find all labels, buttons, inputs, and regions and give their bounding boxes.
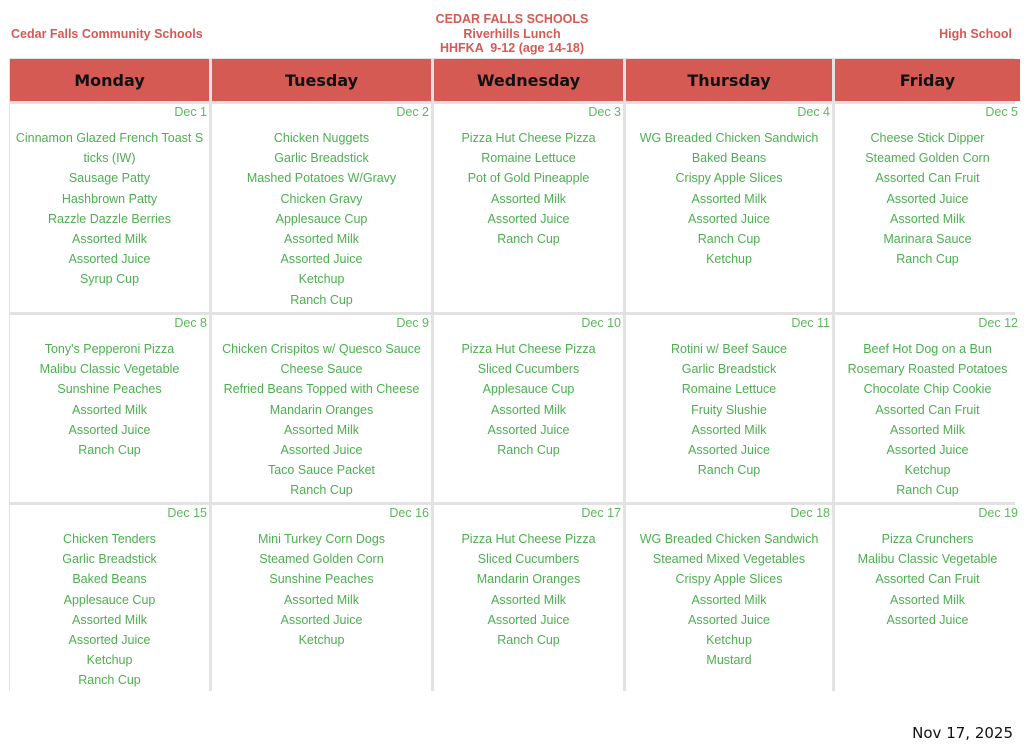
day-header-monday: Monday [10, 59, 209, 101]
menu-item: Assorted Can Fruit [875, 171, 980, 186]
menu-item: Syrup Cup [79, 272, 140, 287]
menu-item: Taco Sauce Packet [267, 463, 375, 478]
day-date: Dec 9 [396, 316, 429, 330]
district-name: Cedar Falls Community Schools [11, 27, 203, 41]
menu-item: Rosemary Roasted Potatoes [847, 362, 1008, 377]
day-header-wednesday: Wednesday [434, 59, 623, 101]
menu-item: Assorted Can Fruit [875, 572, 980, 587]
menu-item: Malibu Classic Vegetable [39, 362, 180, 377]
day-date: Dec 1 [174, 105, 207, 119]
menu-item: Assorted Juice [68, 633, 151, 648]
day-date: Dec 2 [396, 105, 429, 119]
day-date: Dec 10 [581, 316, 621, 330]
menu-item: Ranch Cup [697, 232, 761, 247]
menu-item: Assorted Milk [490, 402, 567, 417]
menu-item: Chocolate Chip Cookie [863, 382, 992, 397]
menu-item: Assorted Juice [68, 252, 151, 267]
menu-item: Marinara Sauce [883, 232, 972, 247]
day-date: Dec 12 [978, 316, 1018, 330]
menu-item: Assorted Milk [283, 422, 360, 437]
menu-item: Assorted Juice [688, 612, 770, 627]
menu-item: Chicken Nuggets [273, 131, 370, 145]
menu-item-list [835, 339, 1020, 501]
menu-item: Assorted Milk [71, 612, 148, 627]
menu-item: Ranch Cup [78, 443, 141, 458]
menu-item: Crispy Apple Slices [675, 572, 783, 587]
menu-item: Sliced Cucumbers [477, 362, 580, 377]
menu-item: Ranch Cup [78, 673, 141, 688]
menu-item: Pizza Crunchers [881, 532, 974, 546]
day-date: Dec 17 [581, 506, 621, 520]
menu-item: Malibu Classic Vegetable [857, 552, 998, 567]
menu-item: Ranch Cup [497, 633, 560, 648]
menu-item: Mandarin Oranges [476, 572, 581, 587]
menu-calendar-grid [9, 58, 1018, 691]
menu-item: Assorted Milk [691, 422, 767, 437]
menu-item: Beef Hot Dog on a Bun [863, 342, 992, 356]
menu-item: Assorted Juice [886, 191, 969, 206]
print-date: Nov 17, 2025 [912, 724, 1013, 742]
day-cell [212, 104, 431, 312]
menu-item: Assorted Milk [889, 422, 966, 437]
day-cell [434, 104, 623, 312]
day-date: Dec 19 [978, 506, 1018, 520]
menu-item: Romaine Lettuce [681, 382, 777, 397]
menu-item-list [434, 529, 623, 650]
menu-item: Cinnamon Glazed French Toast S [15, 131, 204, 145]
day-date: Dec 15 [167, 506, 207, 520]
menu-item: Steamed Golden Corn [259, 552, 384, 567]
day-cell [835, 315, 1020, 502]
menu-item: Steamed Golden Corn [865, 151, 990, 166]
menu-item-list [212, 128, 431, 310]
menu-item: Sausage Patty [68, 171, 151, 186]
menu-item-list [626, 128, 832, 269]
menu-item: Assorted Juice [487, 612, 570, 627]
menu-item-list [626, 339, 832, 480]
menu-title-line: Riverhills Lunch [463, 26, 561, 41]
menu-item: Ranch Cup [896, 252, 959, 267]
menu-item: Assorted Juice [688, 211, 770, 226]
menu-item: Mini Turkey Corn Dogs [257, 532, 386, 546]
menu-item: Garlic Breadstick [681, 362, 777, 377]
menu-item-list [212, 529, 431, 650]
day-cell [212, 315, 431, 502]
day-cell [434, 315, 623, 502]
menu-item-list [626, 529, 832, 670]
menu-item: Assorted Milk [691, 191, 767, 206]
day-header-thursday: Thursday [626, 59, 832, 101]
day-date: Dec 11 [791, 316, 830, 330]
menu-item: Applesauce Cup [482, 382, 575, 397]
menu-item: Mandarin Oranges [269, 402, 374, 417]
day-date: Dec 3 [588, 105, 621, 119]
menu-item: Fruity Slushie [691, 402, 767, 417]
menu-item-list [10, 339, 209, 460]
menu-item: Razzle Dazzle Berries [48, 211, 171, 226]
menu-item-list [10, 529, 209, 691]
menu-item: Romaine Lettuce [481, 151, 576, 166]
menu-item: Ketchup [706, 252, 752, 267]
menu-item: Assorted Milk [71, 232, 148, 247]
menu-item: Cheese Stick Dipper [870, 131, 985, 145]
menu-item: Pot of Gold Pineapple [467, 171, 590, 186]
menu-item: Ketchup [86, 653, 133, 668]
menu-item: Assorted Milk [71, 402, 148, 417]
menu-item: Chicken Tenders [63, 532, 156, 546]
menu-item: ticks (IW) [83, 151, 136, 166]
menu-item: Assorted Milk [889, 211, 966, 226]
menu-item: Assorted Milk [490, 191, 567, 206]
school-level: High School [939, 27, 1012, 41]
menu-item: Assorted Milk [283, 592, 360, 607]
menu-item: Assorted Juice [280, 612, 363, 627]
menu-item: Ranch Cup [290, 292, 353, 307]
menu-item: Crispy Apple Slices [675, 171, 783, 186]
menu-title-line: CEDAR FALLS SCHOOLS [435, 12, 589, 26]
menu-item: Assorted Milk [691, 592, 767, 607]
menu-item: Assorted Can Fruit [875, 402, 980, 417]
menu-item: Ranch Cup [290, 483, 353, 498]
menu-title-line: HHFKA 9-12 (age 14-18) [439, 41, 585, 55]
menu-item-list [835, 128, 1020, 269]
menu-item: Ketchup [298, 633, 345, 648]
menu-item: Assorted Juice [487, 211, 570, 226]
menu-item: Sunshine Peaches [269, 572, 374, 587]
menu-item: Hashbrown Patty [61, 191, 158, 206]
menu-item: Tony's Pepperoni Pizza [44, 342, 175, 356]
menu-item: Ranch Cup [896, 483, 959, 498]
menu-item: Assorted Juice [886, 443, 969, 458]
day-cell [626, 104, 832, 312]
day-cell [10, 104, 209, 312]
menu-item: Assorted Juice [688, 443, 770, 458]
day-cell [434, 505, 623, 694]
menu-item: WG Breaded Chicken Sandwich [639, 532, 819, 546]
menu-item: Assorted Juice [886, 612, 969, 627]
menu-item: Ketchup [706, 633, 752, 648]
menu-item: Ranch Cup [497, 232, 560, 247]
day-cell [626, 505, 832, 694]
day-cell [10, 315, 209, 502]
menu-item: Garlic Breadstick [62, 552, 157, 567]
menu-item: Ranch Cup [697, 463, 761, 478]
menu-item-list [835, 529, 1020, 630]
menu-item-list [212, 339, 431, 501]
day-cell [10, 505, 209, 694]
menu-item: Applesauce Cup [63, 592, 156, 607]
menu-item: Sliced Cucumbers [477, 552, 580, 567]
menu-item: WG Breaded Chicken Sandwich [639, 131, 819, 145]
menu-item: Assorted Milk [889, 592, 966, 607]
day-cell [626, 315, 832, 502]
menu-item: Baked Beans [691, 151, 767, 166]
menu-item: Steamed Mixed Vegetables [652, 552, 806, 567]
menu-item: Cheese Sauce [280, 362, 363, 377]
menu-item: Applesauce Cup [275, 211, 368, 226]
menu-item: Pizza Hut Cheese Pizza [461, 342, 596, 356]
menu-item-list [10, 128, 209, 290]
day-cell [212, 505, 431, 694]
menu-item: Garlic Breadstick [274, 151, 369, 166]
menu-item: Ranch Cup [497, 443, 560, 458]
menu-item-list [434, 339, 623, 460]
menu-item: Chicken Gravy [280, 191, 363, 206]
menu-item: Assorted Juice [487, 422, 570, 437]
day-date: Dec 5 [985, 105, 1018, 119]
menu-item: Assorted Juice [280, 443, 363, 458]
menu-item: Chicken Crispitos w/ Quesco Sauce [222, 342, 421, 356]
menu-item-list [434, 128, 623, 249]
menu-title [312, 12, 712, 56]
menu-item: Assorted Milk [283, 232, 360, 247]
menu-item: Pizza Hut Cheese Pizza [461, 131, 596, 145]
day-cell [835, 104, 1020, 312]
menu-item: Assorted Juice [280, 252, 363, 267]
menu-item: Refried Beans Topped with Cheese [223, 382, 420, 397]
day-cell [835, 505, 1020, 694]
menu-item: Sunshine Peaches [57, 382, 162, 397]
menu-item: Assorted Juice [68, 422, 151, 437]
day-header-tuesday: Tuesday [212, 59, 431, 101]
menu-item: Pizza Hut Cheese Pizza [461, 532, 596, 546]
day-header-friday: Friday [835, 59, 1020, 101]
menu-item: Baked Beans [72, 572, 147, 587]
menu-item: Assorted Milk [490, 592, 567, 607]
menu-item: Mashed Potatoes W/Gravy [246, 171, 397, 186]
menu-item: Ketchup [904, 463, 951, 478]
menu-item: Mustard [706, 653, 752, 668]
day-date: Dec 4 [797, 105, 830, 119]
day-date: Dec 16 [389, 506, 429, 520]
menu-item: Rotini w/ Beef Sauce [670, 342, 788, 356]
day-date: Dec 18 [790, 506, 830, 520]
menu-item: Ketchup [298, 272, 345, 287]
day-date: Dec 8 [174, 316, 207, 330]
